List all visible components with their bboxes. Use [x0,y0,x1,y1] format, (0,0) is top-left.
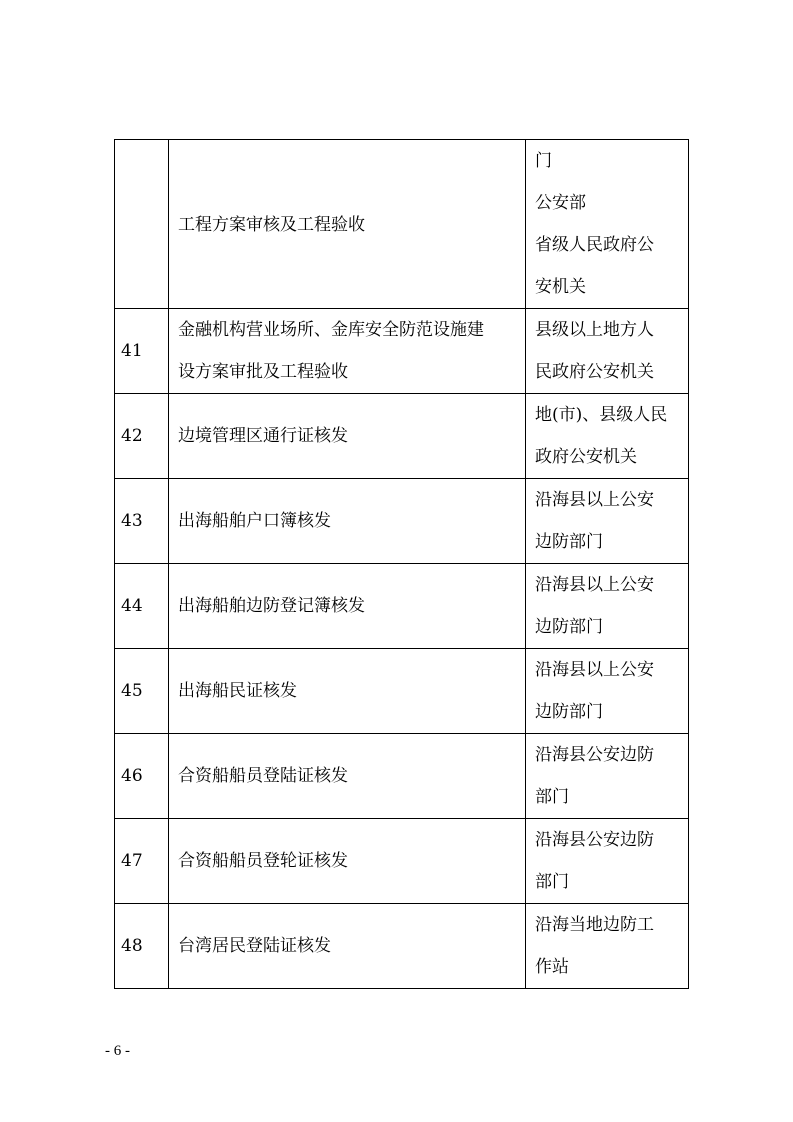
department-line: 边防部门 [535,532,603,552]
row-number-cell: 43 [115,479,169,564]
approval-items-table [114,139,689,989]
table-row [115,904,689,989]
department-line: 作站 [535,957,569,977]
table-row [115,734,689,819]
department-line: 政府公安机关 [535,447,637,467]
page-number: - 6 - [105,1043,130,1059]
table-row [115,394,689,479]
item-name-cell [169,394,526,479]
row-number-cell: 47 [115,819,169,904]
department-line: 边防部门 [535,702,603,722]
row-number-cell: 41 [115,309,169,394]
department-line: 沿海县公安边防 [535,830,654,850]
department-line: 沿海县以上公安 [535,490,654,510]
table-row [115,819,689,904]
item-name-line: 出海船舶户口簿核发 [178,511,331,531]
item-name-cell [169,309,526,394]
row-number-cell: 46 [115,734,169,819]
department-line: 地(市)、县级人民 [535,405,668,425]
item-name-cell [169,819,526,904]
department-cell [526,649,689,734]
department-line: 沿海县以上公安 [535,575,654,595]
department-line: 部门 [535,787,569,807]
item-name-line: 台湾居民登陆证核发 [178,936,331,956]
row-number-cell: 42 [115,394,169,479]
department-cell [526,734,689,819]
department-cell [526,394,689,479]
department-cell [526,479,689,564]
item-name-line: 金融机构营业场所、金库安全防范设施建 [178,320,484,340]
item-name-line: 设方案审批及工程验收 [178,362,348,382]
department-line: 部门 [535,872,569,892]
table-row [115,309,689,394]
table-row [115,649,689,734]
item-name-cell [169,649,526,734]
item-name-line: 合资船船员登轮证核发 [178,851,348,871]
item-name-line: 出海船民证核发 [178,681,297,701]
department-line: 县级以上地方人 [535,320,654,340]
item-name-line: 出海船舶边防登记簿核发 [178,596,365,616]
department-cell [526,904,689,989]
department-cell [526,309,689,394]
department-cell [526,819,689,904]
item-name-cell [169,734,526,819]
item-name-line: 合资船船员登陆证核发 [178,766,348,786]
department-cell [526,140,689,309]
item-name-line: 工程方案审核及工程验收 [178,214,365,235]
department-line: 沿海当地边防工 [535,915,654,935]
department-line: 民政府公安机关 [535,362,654,382]
item-name-cell [169,904,526,989]
row-number-cell [115,140,169,309]
table-row [115,564,689,649]
department-cell [526,564,689,649]
item-name-cell [169,140,526,309]
department-line: 门 [535,151,552,171]
row-number-cell: 48 [115,904,169,989]
department-line: 边防部门 [535,617,603,637]
table-row [115,140,689,309]
department-line: 省级人民政府公 [535,235,654,255]
item-name-cell [169,479,526,564]
department-line: 沿海县公安边防 [535,745,654,765]
row-number-cell: 44 [115,564,169,649]
department-line: 沿海县以上公安 [535,660,654,680]
department-line: 公安部 [535,193,586,213]
row-number-cell: 45 [115,649,169,734]
item-name-cell [169,564,526,649]
table-row [115,479,689,564]
department-line: 安机关 [535,277,586,297]
item-name-line: 边境管理区通行证核发 [178,426,348,446]
